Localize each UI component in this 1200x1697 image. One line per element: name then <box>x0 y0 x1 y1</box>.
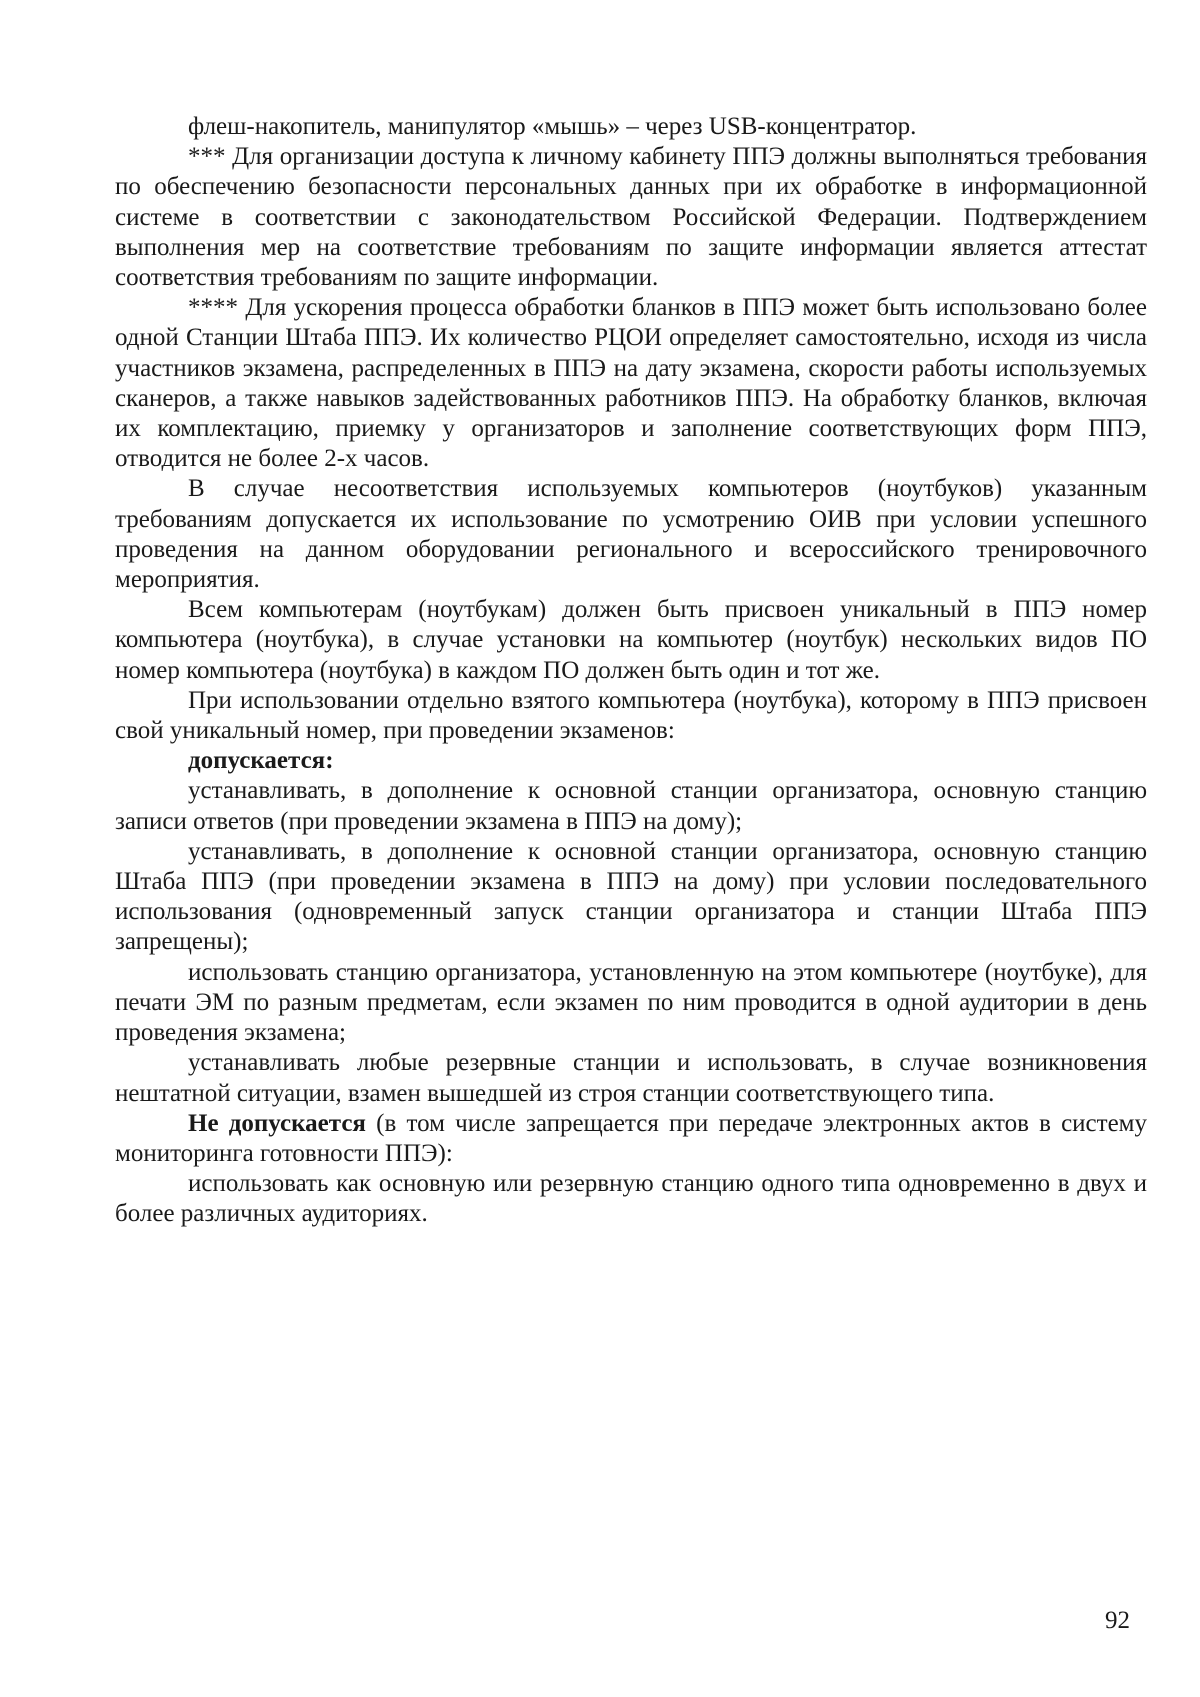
not-allowed-item: использовать как основную или резервную станцию одного типа одновременно в двух и более различных аудиториях. <box>115 1170 1147 1228</box>
paragraph-personal-cabinet-security: *** Для организации доступа к личному кабинету ППЭ должны выполняться требования по обеспечению безопасности персональных данных при их обработке в информационной системе в соответствии с законодательством Российской Федерации. Подтверждением выполнения мер на соответствие требованиям по защите информации является аттестат соответствия требованиям по защите информации. <box>115 143 1147 292</box>
allowed-heading-line <box>115 746 1147 776</box>
paragraph-single-computer-usage: При использовании отдельно взятого компьютера (ноутбука), которому в ППЭ присвоен свой уникальный номер, при проведении экзаменов: <box>115 686 1147 745</box>
allowed-item: устанавливать любые резервные станции и использовать, в случае возникновения нештатной ситуации, взамен вышедшей из строя станции соответствующего типа. <box>115 1049 1147 1107</box>
allowed-item: использовать станцию организатора, установленную на этом компьютере (ноутбуке), для печати ЭМ по разным предметам, если экзамен по ним проводится в одной аудитории в день проведения экзамена; <box>115 958 1147 1047</box>
paragraph-headquarters-stations: **** Для ускорения процесса обработки бланков в ППЭ может быть использовано более одной Станции Штаба ППЭ. Их количество РЦОИ определяет самостоятельно, исходя из числа участников экзамена, распределенных в ППЭ на дату экзамена, скорости работы используемых сканеров, а также навыков задействованных работников ППЭ. На обработку бланков, включая их комплектацию, приемку у организаторов и заполнение соответствующих форм ППЭ, отводится не более 2-х часов. <box>115 294 1147 473</box>
allowed-item: устанавливать, в дополнение к основной станции организатора, основную станцию Штаба ППЭ (при проведении экзамена в ППЭ на дому) при условии последовательного использования (одновременный запуск станции организатора и станции Штаба ППЭ запрещены); <box>115 837 1147 956</box>
body-text <box>115 112 1147 1230</box>
allowed-heading: допускается: <box>188 747 334 775</box>
paragraph-computer-numbering: Всем компьютерам (ноутбукам) должен быть присвоен уникальный в ППЭ номер компьютера (ноутбука), в случае установки на компьютер (ноутбук) нескольких видов ПО номер компьютера (ноутбука) в каждом ПО должен быть один и тот же. <box>115 596 1147 684</box>
allowed-item: устанавливать, в дополнение к основной станции организатора, основную станцию записи ответов (при проведении экзамена в ППЭ на дому); <box>115 777 1147 835</box>
not-allowed-heading: Не допускается <box>188 1109 366 1137</box>
paragraph-usb-hub: флеш-накопитель, манипулятор «мышь» – через USB-концентратор. <box>188 113 917 140</box>
page-number: 92 <box>1105 1607 1130 1634</box>
paragraph-equipment-mismatch: В случае несоответствия используемых компьютеров (ноутбуков) указанным требованиям допускается их использование по усмотрению ОИВ при условии успешного проведения на данном оборудовании регионального и всероссийского тренировочного мероприятия. <box>115 475 1147 594</box>
not-allowed-description: (в том числе запрещается при передаче электронных актов в систему мониторинга готовности ППЭ): <box>115 1109 1147 1167</box>
not-allowed-paragraph <box>115 1109 1147 1169</box>
